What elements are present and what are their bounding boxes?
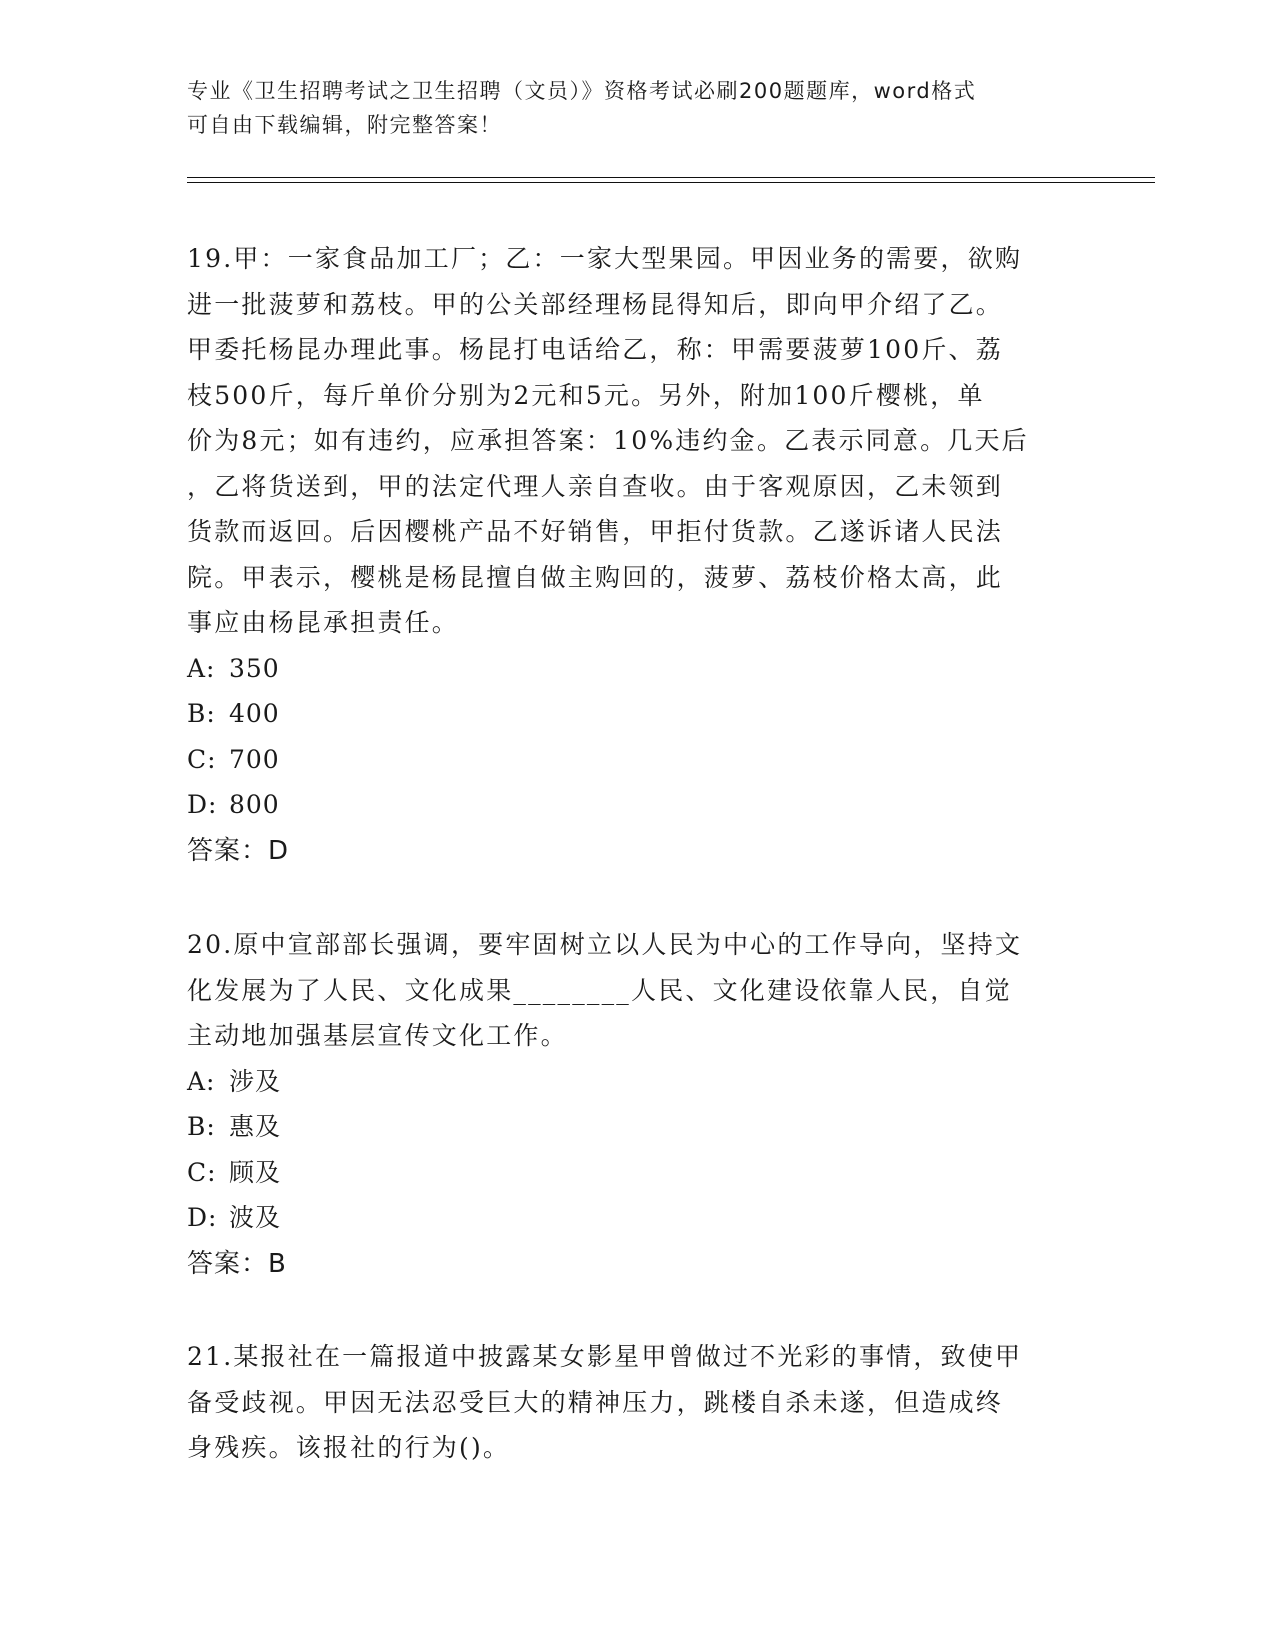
option-letter: B: [187, 699, 216, 728]
stem-line: 19.甲：一家食品加工厂；乙：一家大型果园。甲因业务的需要，欲购 [187, 244, 1023, 273]
option-letter: C: [187, 744, 217, 774]
question-stem [187, 922, 1087, 1059]
option-b [187, 1104, 1087, 1150]
stem-line: 价为8元；如有违约，应承担答案：10%违约金。乙表示同意。几天后 [187, 426, 1029, 455]
question-stem [187, 1334, 1087, 1471]
option-letter: A: [187, 653, 216, 683]
option-letter: A: [187, 1066, 216, 1096]
option-text: 700 [229, 744, 280, 774]
option-d [187, 782, 1087, 828]
question-21 [187, 1334, 1087, 1471]
option-b [187, 691, 1087, 737]
header-line-1: 专业《卫生招聘考试之卫生招聘（文员）》资格考试必刷200题题库，word格式 [187, 79, 977, 103]
option-letter: D: [187, 1203, 218, 1232]
option-d [187, 1195, 1087, 1241]
stem-line: 身残疾。该报社的行为()。 [187, 1433, 511, 1462]
option-letter: B: [187, 1112, 216, 1141]
option-text: 顾及 [229, 1157, 282, 1187]
stem-line: 货款而返回。后因樱桃产品不好销售，甲拒付货款。乙遂诉诸人民法 [187, 517, 1004, 546]
option-list [187, 1059, 1087, 1241]
option-letter: D: [187, 790, 218, 819]
question-stem [187, 236, 1087, 646]
option-c [187, 1150, 1087, 1196]
stem-line: 20.原中宣部部长强调，要牢固树立以人民为中心的工作导向，坚持文 [187, 930, 1023, 959]
question-19 [187, 236, 1087, 874]
option-text: 涉及 [229, 1066, 282, 1096]
stem-line: 备受歧视。甲因无法忍受巨大的精神压力，跳楼自杀未遂，但造成终 [187, 1387, 1004, 1417]
answer-line: 答案：D [187, 835, 290, 866]
header-divider-bottom [187, 182, 1155, 183]
option-a [187, 646, 1087, 692]
answer-line: 答案：B [187, 1248, 287, 1279]
stem-line: ，乙将货送到，甲的法定代理人亲自查收。由于客观原因，乙未领到 [187, 471, 1004, 501]
stem-line: 甲委托杨昆办理此事。杨昆打电话给乙，称：甲需要菠萝100斤、荔 [187, 335, 1003, 364]
document-header [187, 74, 1087, 142]
option-text: 惠及 [229, 1112, 282, 1141]
option-c [187, 737, 1087, 783]
stem-line: 化发展为了人民、文化成果________人民、文化建设依靠人民，自觉 [187, 975, 1012, 1005]
stem-line: 进一批菠萝和荔枝。甲的公关部经理杨昆得知后，即向甲介绍了乙。 [187, 289, 1004, 319]
stem-line: 21.某报社在一篇报道中披露某女影星甲曾做过不光彩的事情，致使甲 [187, 1342, 1023, 1371]
option-a [187, 1059, 1087, 1105]
option-text: 400 [229, 699, 280, 728]
option-text: 800 [229, 790, 280, 819]
question-20 [187, 922, 1087, 1287]
header-line-2: 可自由下载编辑，附完整答案！ [187, 113, 502, 137]
stem-line: 院。甲表示，樱桃是杨昆擅自做主购回的，菠萝、荔枝价格太高，此 [187, 562, 1004, 592]
stem-line: 主动地加强基层宣传文化工作。 [187, 1021, 568, 1050]
option-text: 波及 [229, 1203, 282, 1232]
stem-line: 事应由杨昆承担责任。 [187, 608, 460, 637]
stem-line: 枝500斤，每斤单价分别为2元和5元。另外，附加100斤樱桃，单 [187, 380, 985, 410]
option-text: 350 [229, 653, 280, 683]
option-letter: C: [187, 1157, 217, 1187]
header-divider-top [187, 177, 1155, 178]
option-list [187, 646, 1087, 828]
